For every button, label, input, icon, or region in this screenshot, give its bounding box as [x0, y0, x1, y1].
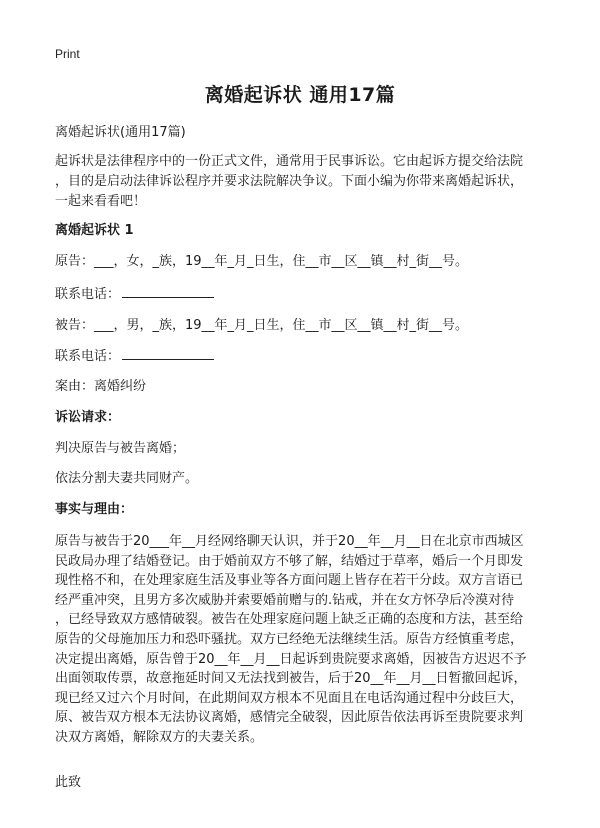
facts-line: 民政局办理了结婚登记。由于婚前双方不够了解，结婚过于草率，婚后一个月即发: [55, 553, 524, 569]
facts-line: 原、被告双方根本无法协议离婚，感情完全破裂，因此原告依法再诉至贵院要求判: [55, 710, 524, 726]
facts-line: 现性格不和，在处理家庭生活及事业等各方面问题上皆存在若干分歧。双方言语已: [55, 573, 524, 589]
claim-item: 依法分割夫妻共同财产。: [55, 471, 199, 486]
facts-heading: 事实与理由：: [55, 502, 134, 517]
section-heading: 离婚起诉状 1: [55, 223, 134, 238]
document-subtitle: 离婚起诉状(通用17篇): [55, 125, 186, 140]
facts-line: 原告与被告于20___年__月经网络聊天认识，并于20__年__月__日在北京市西城区: [55, 534, 524, 549]
facts-line: 经严重冲突，且男方多次威胁并索要婚前赠与的.钻戒，并在女方怀孕后冷漠对待: [55, 592, 515, 608]
intro-line: 一起来看看吧！: [55, 194, 147, 209]
claims-heading: 诉讼请求：: [55, 410, 121, 425]
print-label[interactable]: Print: [55, 47, 80, 61]
contact-label: 联系电话：: [55, 349, 121, 364]
facts-line: 出面领取传票，故意拖延时间又无法找到被告，后于20__年__月__日暂撤回起诉，: [55, 671, 527, 687]
intro-paragraph: [55, 152, 550, 212]
defendant-line: 被告：___，男，_族，19__年_月_日生，住__市__区__镇__村_街__号。: [55, 318, 469, 333]
intro-line: ，目的是启动法律诉讼程序并要求法院解决争议。下面小编为你带来离婚起诉状，: [55, 174, 524, 189]
plaintiff-contact: [55, 283, 214, 302]
contact-label: 联系电话：: [55, 287, 121, 302]
plaintiff-line: 原告：___，女，_族，19__年_月_日生，住__市__区__镇__村_街__号。: [55, 254, 469, 269]
facts-line: 决定提出离婚，原告曾于20__年__月__日起诉到贵院要求离婚，因被告方迟迟不予: [55, 651, 527, 667]
facts-line: 现已经又过六个月时间，在此期间双方根本不见面且在电话沟通过程中分歧巨大，: [55, 690, 524, 706]
facts-line: 原告的父母施加压力和恐吓骚扰。双方已经绝无法继续生活。原告方经慎重考虑，: [55, 631, 524, 647]
contact-blank: [122, 283, 214, 298]
contact-blank: [122, 345, 214, 360]
facts-line: 决双方离婚，解除双方的夫妻关系。: [55, 729, 264, 745]
facts-line: ，已经导致双方感情破裂。被告在处理家庭问题上缺乏正确的态度和方法，甚至给: [55, 612, 524, 628]
facts-paragraph: [55, 532, 555, 748]
defendant-contact: [55, 345, 214, 364]
intro-line: 起诉状是法律程序中的一份正式文件，通常用于民事诉讼。它由起诉方提交给法院: [55, 154, 524, 169]
case-line: 案由：离婚纠纷: [55, 379, 147, 394]
page-title: 离婚起诉状 通用17篇: [204, 84, 396, 106]
claim-item: 判决原告与被告离婚；: [55, 441, 186, 456]
closing-text: 此致: [55, 775, 82, 790]
